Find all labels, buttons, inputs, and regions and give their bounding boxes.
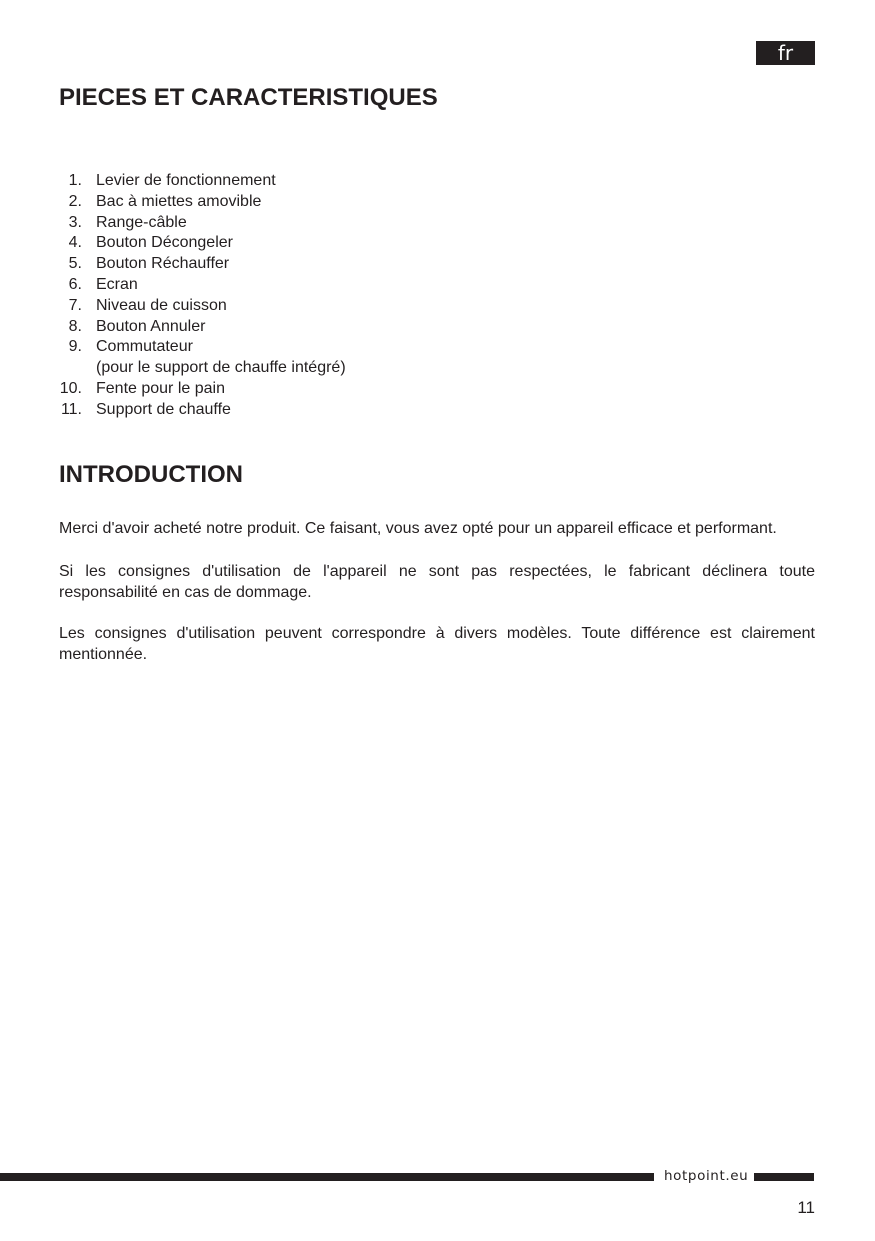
list-item-text: Bouton Réchauffer [96, 255, 230, 273]
language-badge: fr [756, 41, 815, 65]
list-item [59, 400, 346, 421]
intro-paragraph: Si les consignes d'utilisation de l'appareil ne sont pas respectées, le fabricant déclinera toute responsabilité en cas de dommage. [59, 563, 815, 601]
list-item-number: 8. [68, 317, 82, 335]
list-item [59, 192, 346, 213]
footer-website: hotpoint.eu [664, 1168, 749, 1184]
intro-paragraph: Les consignes d'utilisation peuvent correspondre à divers modèles. Toute différence est clairement mentionnée. [59, 625, 815, 663]
list-item-number: 3. [68, 213, 82, 231]
list-item-text-group [96, 337, 346, 379]
list-item [59, 171, 346, 192]
list-item-number: 6. [68, 275, 82, 293]
list-item-number: 2. [68, 192, 82, 210]
list-item-text: Support de chauffe [96, 400, 231, 418]
list-item-subtext: (pour le support de chauffe intégré) [96, 359, 346, 377]
list-item-number: 9. [68, 338, 82, 356]
list-item [59, 337, 346, 379]
list-item [59, 213, 346, 234]
list-item-text: Ecran [96, 275, 138, 293]
list-item-text: Bac à miettes amovible [96, 192, 262, 210]
list-item-number: 7. [68, 296, 82, 314]
list-item-text: Range-câble [96, 213, 187, 231]
parts-section-title: PIECES ET CARACTERISTIQUES [59, 84, 438, 111]
list-item [59, 275, 346, 296]
list-item-text: Bouton Annuler [96, 317, 206, 335]
list-item-number: 1. [68, 172, 82, 189]
intro-paragraph: Merci d'avoir acheté notre produit. Ce faisant, vous avez opté pour un appareil efficace et performant. [59, 520, 777, 537]
list-item-number: 11. [60, 400, 82, 418]
footer-divider-left [0, 1173, 654, 1181]
list-item [59, 379, 346, 400]
list-item [59, 296, 346, 317]
page-number: 11 [797, 1198, 815, 1217]
list-item-number: 4. [68, 234, 82, 252]
list-item-text: Niveau de cuisson [96, 296, 227, 314]
list-item-text: Fente pour le pain [96, 379, 225, 397]
list-item-number: 10. [59, 379, 82, 397]
list-item-text: Levier de fonctionnement [96, 172, 276, 189]
list-item-text: Commutateur [96, 338, 193, 356]
list-item [59, 233, 346, 254]
list-item-number: 5. [68, 255, 82, 273]
list-item [59, 317, 346, 338]
parts-list [59, 171, 346, 421]
list-item [59, 254, 346, 275]
footer-divider-right [754, 1173, 814, 1181]
intro-section-title: INTRODUCTION [59, 461, 243, 488]
list-item-text: Bouton Décongeler [96, 234, 233, 252]
